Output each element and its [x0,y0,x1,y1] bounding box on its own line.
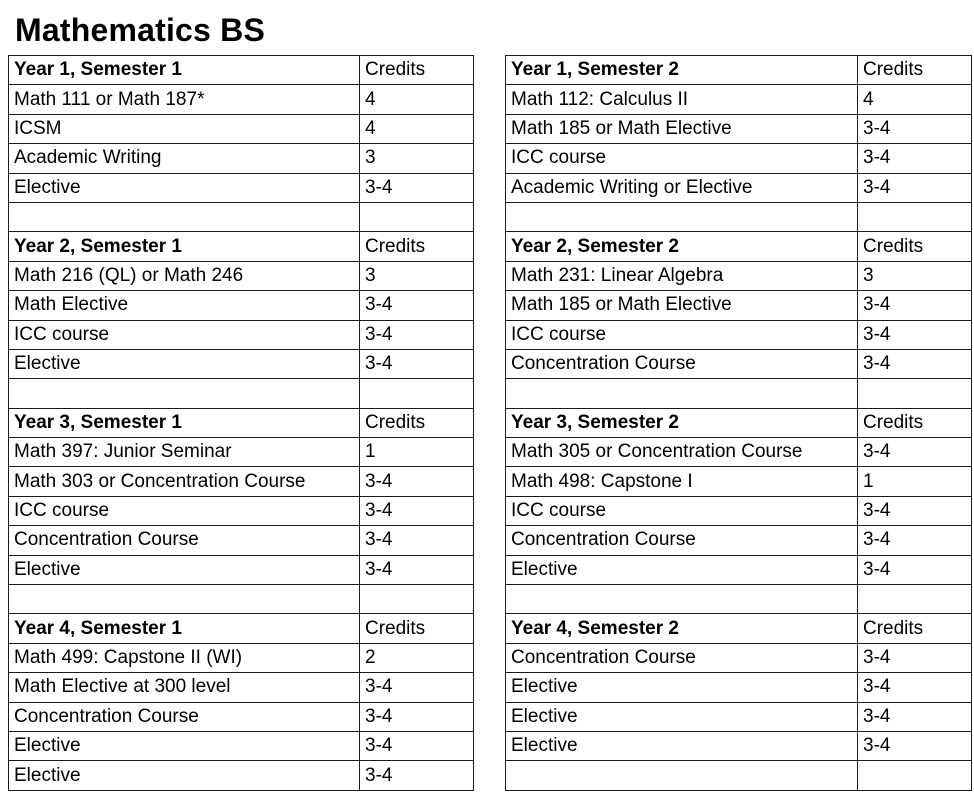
table-row [506,291,972,320]
table-row [506,349,972,378]
course-cell: Math 111 or Math 187* [9,85,360,114]
semester-header: Year 2, Semester 2 [506,232,858,261]
course-cell: ICC course [9,496,360,525]
course-cell: Concentration Course [506,349,858,378]
course-cell: Concentration Course [506,526,858,555]
credits-cell: 4 [360,114,474,143]
table-row [506,496,972,525]
credits-cell: 3-4 [858,173,972,202]
table-row [9,438,474,467]
empty-cell [506,761,858,790]
semester-2-table [505,55,972,791]
course-cell: Concentration Course [506,643,858,672]
table-row [506,144,972,173]
course-cell: Elective [506,555,858,584]
table-row [506,173,972,202]
table-header-row [9,56,474,85]
spacer-row [506,585,972,614]
credits-header: Credits [360,614,474,643]
empty-cell [858,202,972,231]
credits-cell: 3-4 [858,438,972,467]
table-row [506,438,972,467]
table-row [506,467,972,496]
semester-header: Year 1, Semester 1 [9,56,360,85]
table-row [9,85,474,114]
credits-cell: 3-4 [360,761,474,790]
course-cell: Math 305 or Concentration Course [506,438,858,467]
credits-cell: 3-4 [360,349,474,378]
credits-header: Credits [360,408,474,437]
credits-cell: 3-4 [360,291,474,320]
course-cell: Academic Writing [9,144,360,173]
empty-cell [506,202,858,231]
table-row [9,144,474,173]
table-header-row [9,408,474,437]
credits-cell: 3-4 [360,702,474,731]
credits-header: Credits [858,614,972,643]
spacer-row [9,379,474,408]
credits-cell: 3-4 [858,526,972,555]
credits-cell: 3 [858,261,972,290]
course-cell: Math 216 (QL) or Math 246 [9,261,360,290]
credits-cell: 3-4 [360,320,474,349]
table-row [9,526,474,555]
table-row [506,673,972,702]
course-cell: Concentration Course [9,526,360,555]
credits-cell: 4 [858,85,972,114]
empty-cell [506,585,858,614]
table-header-row [506,232,972,261]
table-row [506,702,972,731]
course-cell: Math 498: Capstone I [506,467,858,496]
credits-cell: 2 [360,643,474,672]
credits-header: Credits [858,232,972,261]
credits-header: Credits [360,56,474,85]
table-header-row [9,614,474,643]
course-cell: Concentration Course [9,702,360,731]
table-row [506,731,972,760]
course-cell: ICSM [9,114,360,143]
semester-header: Year 1, Semester 2 [506,56,858,85]
course-cell: ICC course [506,320,858,349]
empty-cell [360,585,474,614]
table-row [9,761,474,790]
course-cell: Math Elective [9,291,360,320]
table-row [506,526,972,555]
course-cell: Elective [9,731,360,760]
course-cell: ICC course [506,496,858,525]
credits-header: Credits [858,56,972,85]
table-row [9,643,474,672]
spacer-row [506,379,972,408]
credits-cell: 1 [360,438,474,467]
table-row [506,261,972,290]
credits-header: Credits [858,408,972,437]
table-row [506,114,972,143]
course-cell: ICC course [506,144,858,173]
course-cell: Math 231: Linear Algebra [506,261,858,290]
course-cell: Math 112: Calculus II [506,85,858,114]
spacer-row [506,202,972,231]
table-row [506,85,972,114]
credits-cell: 3-4 [360,673,474,702]
course-cell: ICC course [9,320,360,349]
table-row [506,555,972,584]
credits-cell: 3-4 [858,320,972,349]
table-row [9,173,474,202]
course-cell: Math 185 or Math Elective [506,291,858,320]
course-cell: Math Elective at 300 level [9,673,360,702]
empty-cell [9,202,360,231]
empty-cell [360,379,474,408]
table-row [9,702,474,731]
credits-cell: 3-4 [858,555,972,584]
empty-cell [9,585,360,614]
table-row [506,643,972,672]
empty-cell [858,379,972,408]
credits-cell: 3 [360,261,474,290]
empty-cell [858,585,972,614]
course-cell: Elective [9,349,360,378]
table-row [9,320,474,349]
table-row [506,320,972,349]
credits-cell: 3-4 [858,349,972,378]
credits-cell: 3-4 [858,114,972,143]
table-row [9,261,474,290]
credits-cell: 3-4 [858,673,972,702]
credits-cell: 3-4 [858,643,972,672]
credits-cell: 1 [858,467,972,496]
empty-cell [360,202,474,231]
table-header-row [506,408,972,437]
credits-cell: 3-4 [360,731,474,760]
table-row [9,349,474,378]
credits-cell: 3-4 [858,496,972,525]
spacer-row [9,585,474,614]
credits-cell: 3-4 [858,144,972,173]
semester-header: Year 3, Semester 2 [506,408,858,437]
course-cell: Math 185 or Math Elective [506,114,858,143]
empty-cell [858,761,972,790]
table-row [9,731,474,760]
table-row [9,555,474,584]
credits-cell: 3-4 [360,555,474,584]
semester-1-table [8,55,474,791]
table-row [9,673,474,702]
empty-row [506,761,972,790]
table-row [9,467,474,496]
empty-cell [506,379,858,408]
course-cell: Academic Writing or Elective [506,173,858,202]
course-cell: Math 303 or Concentration Course [9,467,360,496]
course-cell: Elective [9,173,360,202]
credits-cell: 3-4 [360,173,474,202]
credits-cell: 3-4 [858,702,972,731]
credits-cell: 3-4 [360,467,474,496]
course-cell: Math 397: Junior Seminar [9,438,360,467]
semester-header: Year 4, Semester 2 [506,614,858,643]
table-row [9,291,474,320]
credits-cell: 4 [360,85,474,114]
course-cell: Elective [9,761,360,790]
table-header-row [506,614,972,643]
course-cell: Elective [506,731,858,760]
credits-header: Credits [360,232,474,261]
table-header-row [9,232,474,261]
credits-cell: 3-4 [858,291,972,320]
semester-header: Year 3, Semester 1 [9,408,360,437]
semester-header: Year 4, Semester 1 [9,614,360,643]
course-cell: Elective [506,702,858,731]
table-row [9,496,474,525]
semester-header: Year 2, Semester 1 [9,232,360,261]
course-cell: Elective [506,673,858,702]
empty-cell [9,379,360,408]
table-header-row [506,56,972,85]
credits-cell: 3-4 [360,496,474,525]
course-cell: Elective [9,555,360,584]
table-row [9,114,474,143]
spacer-row [9,202,474,231]
credits-cell: 3-4 [858,731,972,760]
credits-cell: 3-4 [360,526,474,555]
page-title: Mathematics BS [15,12,265,48]
credits-cell: 3 [360,144,474,173]
course-cell: Math 499: Capstone II (WI) [9,643,360,672]
